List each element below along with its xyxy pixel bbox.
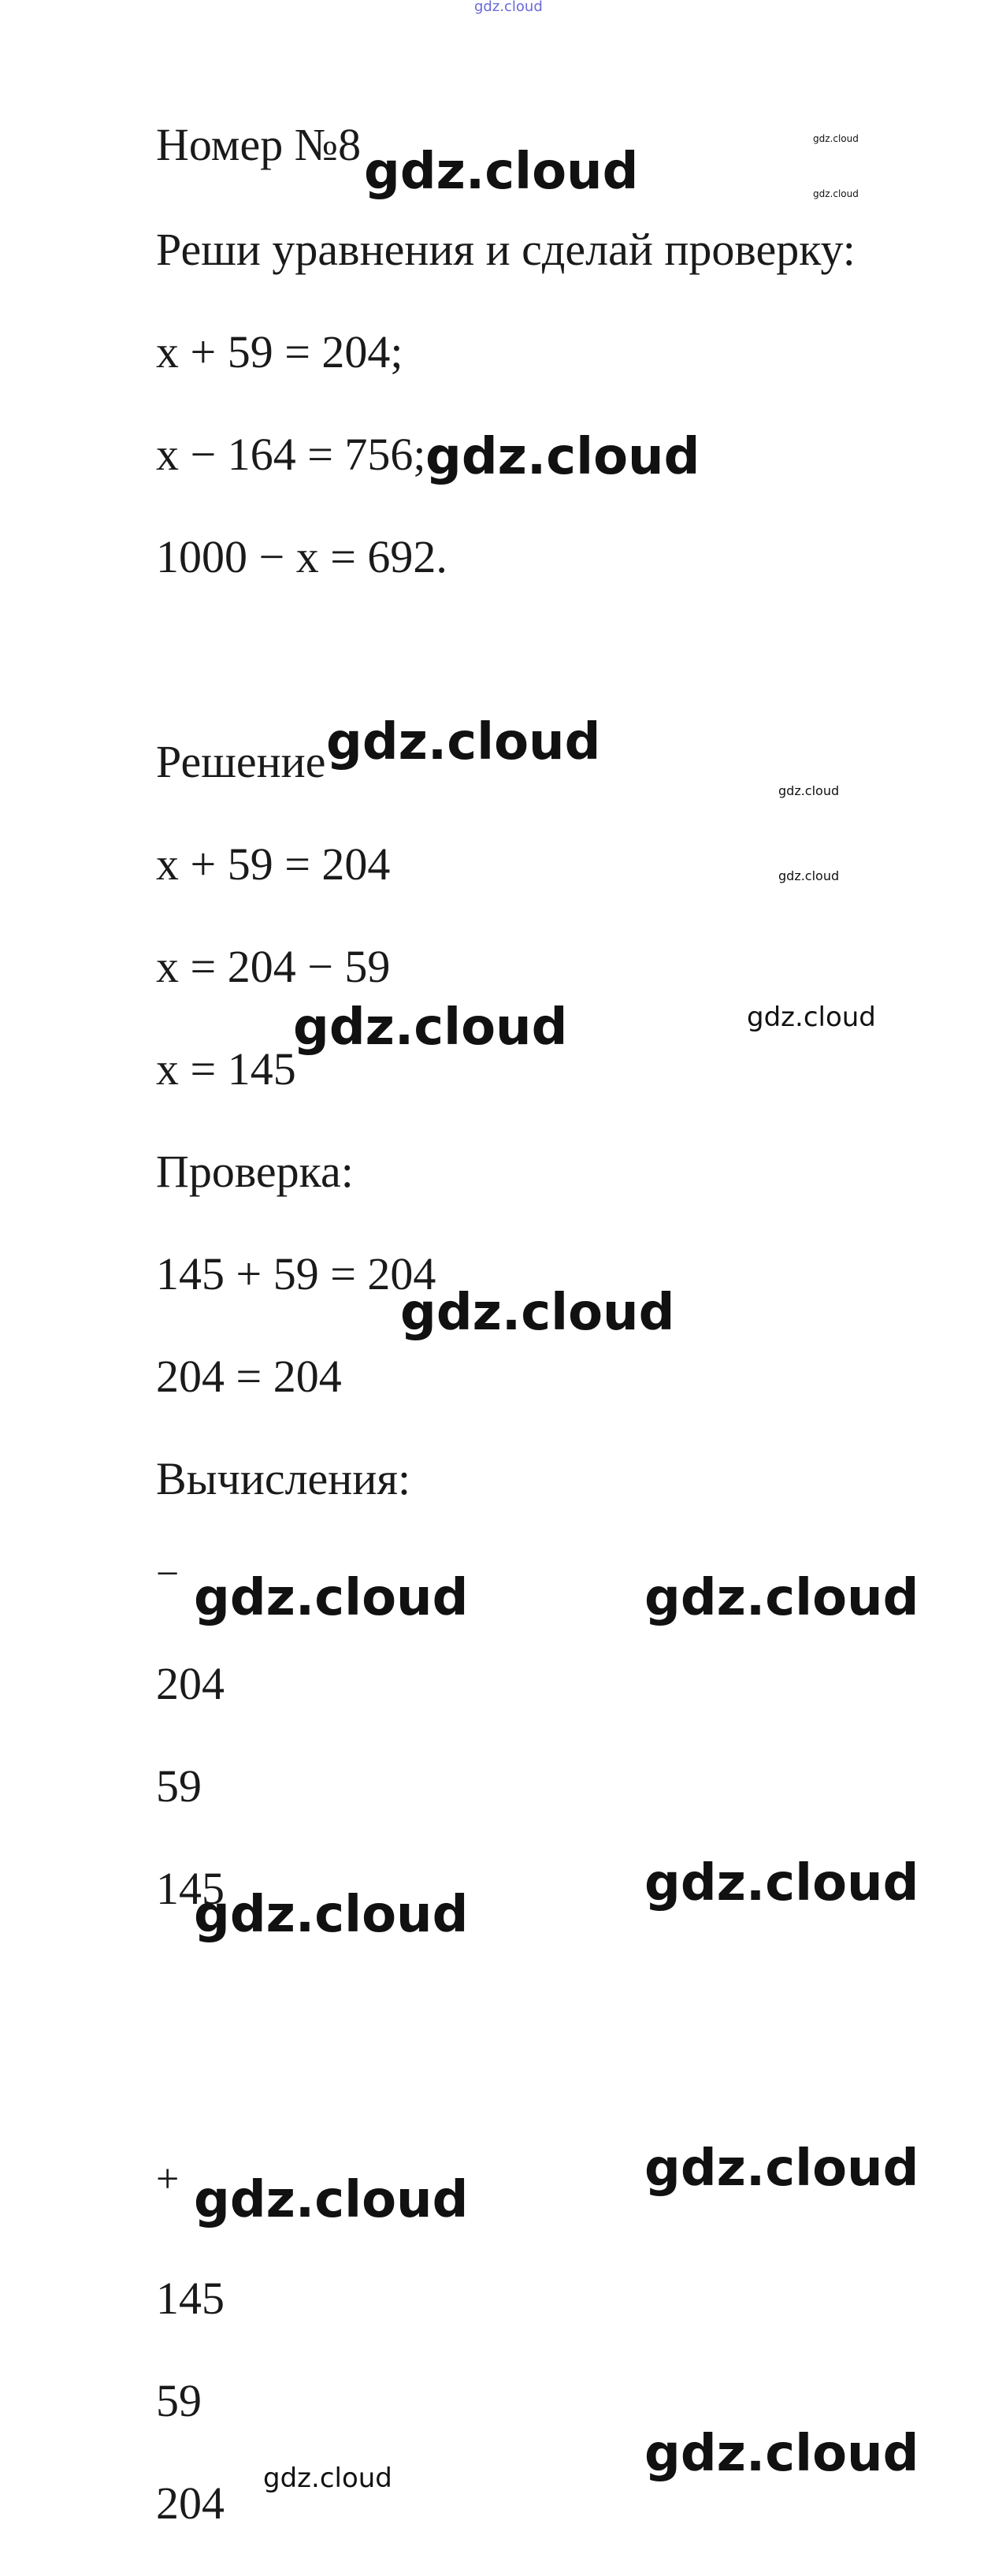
watermark: gdz.cloud <box>364 143 639 201</box>
check-label: Проверка: <box>156 1146 354 1197</box>
watermark: gdz.cloud <box>644 1569 919 1627</box>
watermark: gdz.cloud <box>293 998 568 1057</box>
add-result: 204 <box>156 2477 225 2529</box>
watermark: gdz.cloud <box>425 428 700 486</box>
watermark: gdz.cloud <box>778 868 840 883</box>
subtract-sign: − <box>156 1552 180 1597</box>
subtract-subtrahend: 59 <box>156 1760 202 1812</box>
watermark: gdz.cloud <box>644 1854 919 1912</box>
watermark: gdz.cloud <box>644 2425 919 2483</box>
solution-step-3: x = 145 <box>156 1043 296 1095</box>
watermark: gdz.cloud <box>400 1284 675 1342</box>
subtract-minuend: 204 <box>156 1658 225 1709</box>
watermark: gdz.cloud <box>747 1002 876 1033</box>
watermark: gdz.cloud <box>194 1886 469 1944</box>
watermark: gdz.cloud <box>778 783 840 798</box>
watermark: gdz.cloud <box>263 2463 392 2494</box>
calc-label: Вычисления: <box>156 1453 411 1504</box>
watermark: gdz.cloud <box>813 188 859 199</box>
watermark: gdz.cloud <box>194 2171 469 2229</box>
page-title: Номер №8 <box>156 119 362 170</box>
add-term-1: 145 <box>156 2273 225 2324</box>
watermark: gdz.cloud <box>813 133 859 144</box>
check-step-1: 145 + 59 = 204 <box>156 1248 436 1299</box>
watermark: gdz.cloud <box>644 2139 919 2198</box>
watermark: gdz.cloud <box>326 713 601 771</box>
solution-step-2: x = 204 − 59 <box>156 941 391 992</box>
solution-label: Решение <box>156 736 326 787</box>
watermark: gdz.cloud <box>194 1569 469 1627</box>
task-text: Реши уравнения и сделай проверку: <box>156 224 856 275</box>
equation-1: x + 59 = 204; <box>156 326 403 377</box>
add-term-2: 59 <box>156 2375 202 2426</box>
solution-step-1: x + 59 = 204 <box>156 838 391 890</box>
watermark-top: gdz.cloud <box>474 0 543 15</box>
add-sign: + <box>156 2157 180 2202</box>
equation-2: x − 164 = 756; <box>156 429 426 480</box>
equation-3: 1000 − x = 692. <box>156 531 447 582</box>
subtract-result: 145 <box>156 1863 225 1914</box>
check-step-2: 204 = 204 <box>156 1351 342 1402</box>
